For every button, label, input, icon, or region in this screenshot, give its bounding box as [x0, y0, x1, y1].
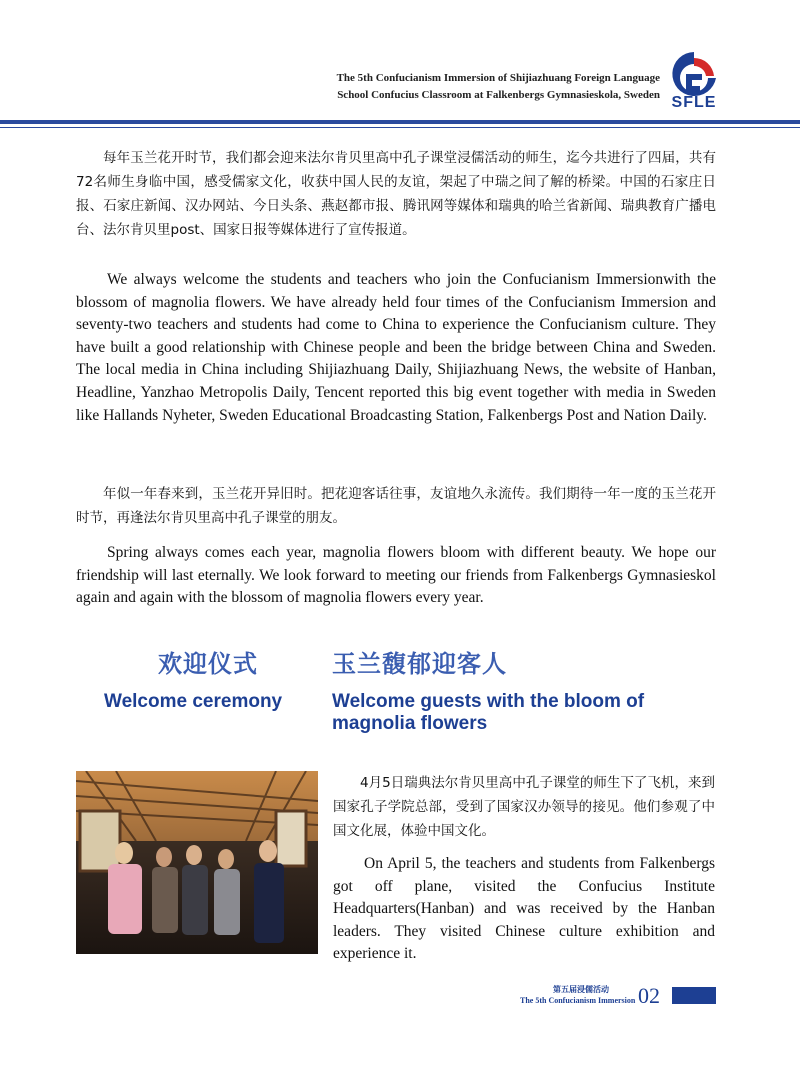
header-title-line2: School Confucius Classroom at Falkenbergs Gymnasieskola, Sweden	[337, 89, 660, 101]
header-divider-thin	[0, 127, 800, 128]
header-title	[337, 70, 660, 104]
section-title-right-cn: 玉兰馥郁迎客人	[332, 650, 507, 678]
section-title-left-cn: 欢迎仪式	[158, 650, 258, 678]
footer-label-en: The 5th Confucianism Immersion	[520, 996, 636, 1005]
header-divider	[0, 120, 800, 124]
header-title-line1: The 5th Confucianism Immersion of Shijiazhuang Foreign Language	[336, 72, 660, 84]
closing-paragraph-en: Spring always comes each year, magnolia flowers bloom with different beauty. We hope our friendship will last eternally. We look forward to meeting our friends from Falkenbergs Gymnasieskol again and again with the blossom of magnolia flowers every year.	[76, 544, 716, 607]
intro-paragraph-cn: 每年玉兰花开时节，我们都会迎来法尔肯贝里高中孔子课堂浸儒活动的师生，迄今共进行了四届，共有72名师生身临中国，感受儒家文化，收获中国人民的友谊，架起了中瑞之间了解的桥梁。中国的石家庄日报、石家庄新闻、汉办网站、今日头条、燕赵都市报、腾讯网等媒体和瑞典的哈兰省新闻、瑞典教育广播电台、法尔肯贝里post、国家日报等媒体进行了宣传报道。	[76, 150, 716, 238]
footer-label-cn: 第五届浸儒活动	[553, 985, 609, 994]
closing-paragraph-cn: 年似一年春来到，玉兰花开异旧时。把花迎客话往事，友谊地久永流传。我们期待一年一度的玉兰花开时节，再逢法尔肯贝里高中孔子课堂的朋友。	[76, 486, 716, 526]
welcome-photo	[76, 771, 318, 954]
section-text-en: On April 5, the teachers and students from Falkenbergs got off plane, visited the Confucius Institute Headquarters(Hanban) and was received by the Hanban leaders. They visited Chinese culture exhibition and experience it.	[333, 855, 715, 963]
section-title-right-en: Welcome guests with the bloom of magnolia flowers	[332, 691, 645, 734]
page-accent-bar	[672, 987, 716, 1004]
intro-paragraph-en: We always welcome the students and teachers who join the Confucianism Immersionwith the blossom of magnolia flowers. We have already held four times of the Confucianism Immersion and seventy-two teachers and students had come to China to experience the Confucianism culture. They have built a good relationship with Chinese people and been the bridge between China and Sweden. The local media in China including Shijiazhuang Daily, Shijiazhuang News, the website of Hanban, Headline, Yanzhao Metropolis Daily, Tencent reported this big event together with media in Sweden like Hallands Nyheter, Sweden Educational Broadcasting Station, Falkenbergs Post and Nation Daily.	[76, 271, 716, 424]
page-number: 02	[638, 983, 660, 1008]
section-text-cn: 4月5日瑞典法尔肯贝里高中孔子课堂的师生下了飞机，来到国家孔子学院总部，受到了国家汉办领导的接见。他们参观了中国文化展，体验中国文化。	[333, 775, 715, 839]
section-title-left-en: Welcome ceremony	[104, 691, 283, 712]
logo-text: SFLE	[671, 94, 717, 111]
